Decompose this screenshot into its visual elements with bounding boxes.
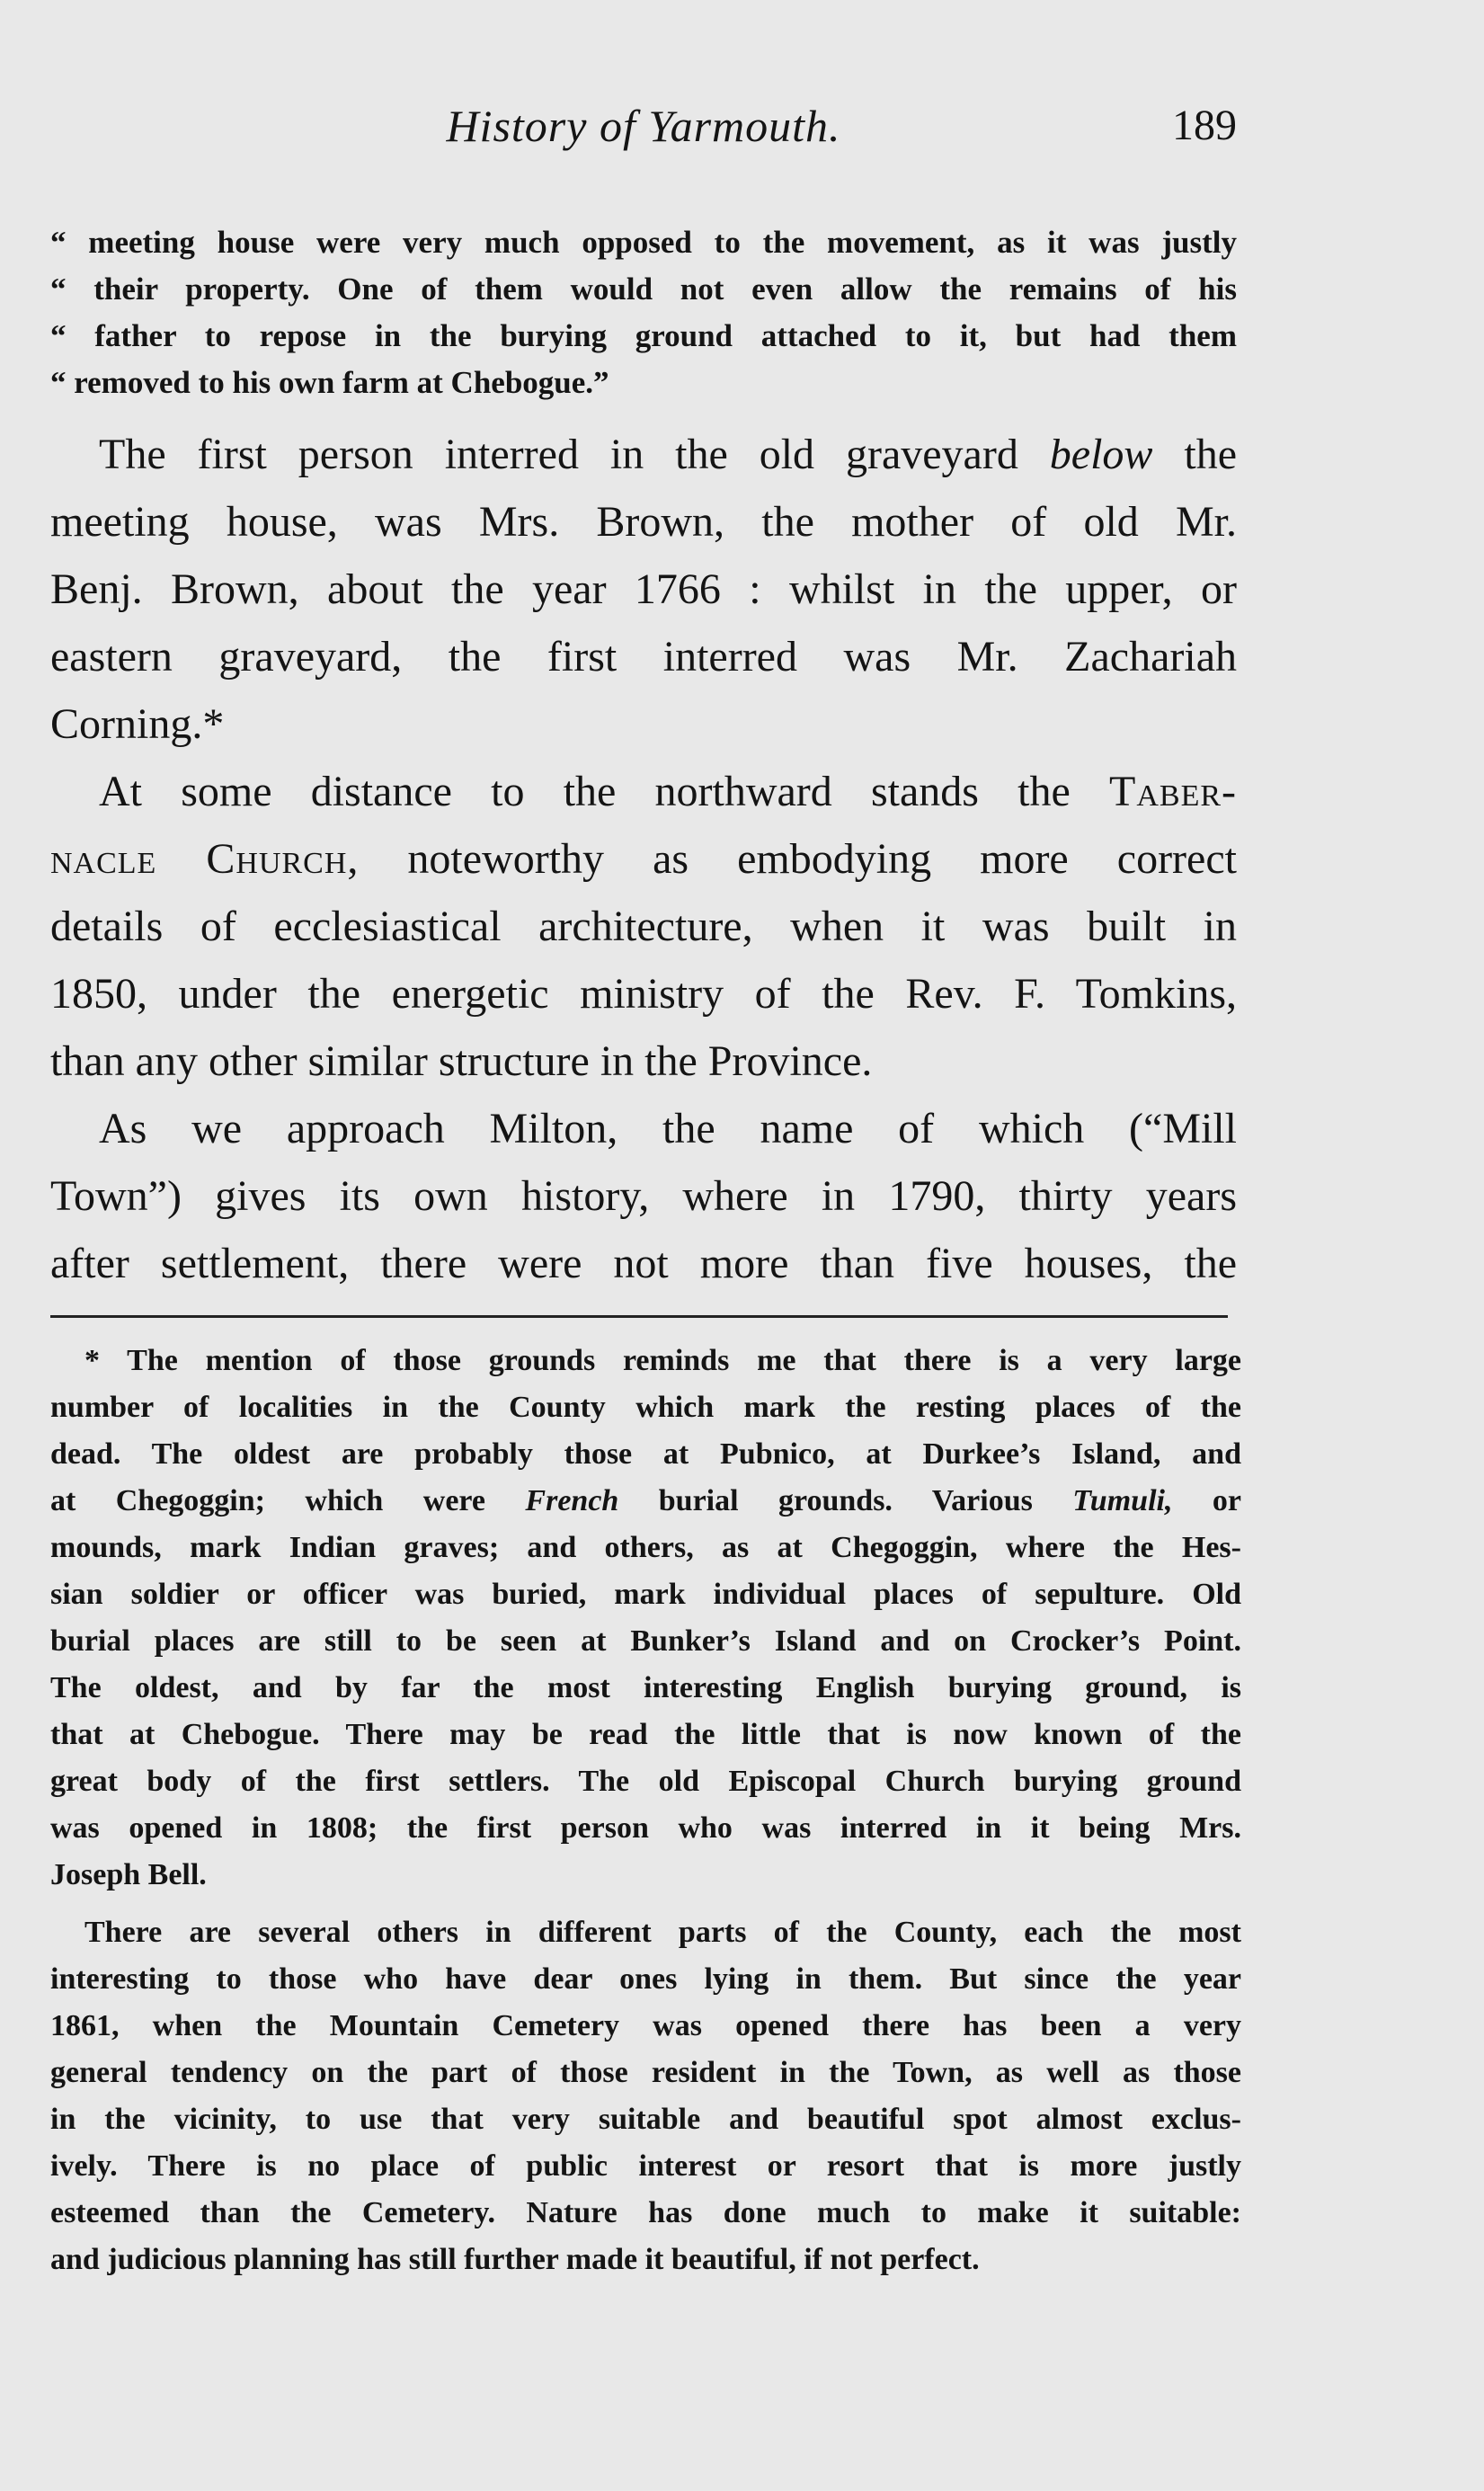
text-line: after settlement, there were not more than five houses, the (50, 1240, 1237, 1287)
emphasis: below (1049, 431, 1153, 478)
footnote-line: burial places are still to be seen at Bunker’s Island and on Crocker’s Point. (50, 1624, 1241, 1658)
footnote-gap (50, 1899, 1241, 1909)
footnote-line: Joseph Bell. (50, 1858, 207, 1891)
footnote-line: interesting to those who have dear ones lying in them. But since the year (50, 1962, 1241, 1996)
footnote-line: sian soldier or officer was buried, mark individual places of sepulture. Old (50, 1578, 1241, 1611)
footnote-line: mounds, mark Indian graves; and others, as at Chegoggin, where the Hes- (50, 1531, 1241, 1564)
footnote-line: * The mention of those grounds reminds me that there is a very large (84, 1344, 1241, 1377)
quote-line: “ removed to his own farm at Chebogue.” (50, 365, 609, 400)
emphasis: Tumuli, (1072, 1484, 1173, 1517)
page-number: 189 (1172, 102, 1237, 149)
small-caps-name: nacle Church, (50, 835, 360, 883)
footnote-line: at Chegoggin; which were French burial grounds. Various Tumuli, or (50, 1484, 1241, 1517)
footnote-line: number of localities in the County which mark the resting places of the (50, 1391, 1241, 1424)
footnote-line: that at Chebogue. There may be read the little that is now known of the (50, 1718, 1241, 1751)
footnote-line: in the vicinity, to use that very suitable and beautiful spot almost exclus- (50, 2103, 1241, 2136)
text-line: than any other similar structure in the Province. (50, 1037, 873, 1085)
text-line: details of ecclesiastical architecture, when it was built in (50, 903, 1237, 950)
text-line: meeting house, was Mrs. Brown, the mother of old Mr. (50, 498, 1237, 546)
body-text (50, 421, 1237, 1297)
text-line: As we approach Milton, the name of which (“Mill (99, 1105, 1237, 1152)
text-line: Town”) gives its own history, where in 1790, thirty years (50, 1172, 1237, 1220)
text-line: Corning.* (50, 700, 225, 748)
paragraph-milton (50, 1095, 1237, 1297)
page-header (50, 94, 1237, 157)
footnote-cemetery (50, 1909, 1241, 2283)
text-line: The first person interred in the old graveyard below the (99, 431, 1238, 478)
emphasis: French (525, 1484, 619, 1517)
footnote-line: and judicious planning has still further made it beautiful, if not perfect. (50, 2243, 980, 2276)
footnote-line: was opened in 1808; the first person who was interred in it being Mrs. (50, 1811, 1241, 1845)
footnotes (50, 1338, 1241, 2283)
footnote-burial-grounds (50, 1338, 1241, 1899)
footnote-line: general tendency on the part of those resident in the Town, as well as those (50, 2056, 1241, 2089)
text-line: Benj. Brown, about the year 1766 : whilst in the upper, or (50, 565, 1237, 613)
paragraph-first-interred (50, 421, 1237, 758)
footnote-line: The oldest, and by far the most interesting English burying ground, is (50, 1671, 1241, 1704)
footnote-line: There are several others in different parts of the County, each the most (84, 1916, 1241, 1949)
paragraph-tabernacle (50, 758, 1237, 1095)
footnote-line: ively. There is no place of public interest or resort that is more justly (50, 2149, 1241, 2183)
footnote-line: dead. The oldest are probably those at Pubnico, at Durkee’s Island, and (50, 1437, 1241, 1471)
quoted-passage (50, 219, 1237, 406)
running-title: History of Yarmouth. (446, 101, 841, 151)
text-line: At some distance to the northward stands the Taber- (99, 768, 1237, 815)
text-line: nacle Church, noteworthy as embodying more correct (50, 835, 1237, 883)
quote-line: “ father to repose in the burying ground attached to it, but had them (50, 318, 1237, 353)
text-line: eastern graveyard, the first interred was Mr. Zachariah (50, 633, 1237, 681)
footnote-line: 1861, when the Mountain Cemetery was opened there has been a very (50, 2009, 1241, 2042)
quote-line: “ their property. One of them would not even allow the remains of his (50, 271, 1237, 307)
quote-line: “ meeting house were very much opposed to the movement, as it was justly (50, 225, 1237, 260)
footnote-line: great body of the first settlers. The old Episcopal Church burying ground (50, 1765, 1241, 1798)
footnote-divider (50, 1315, 1228, 1318)
small-caps-name: Taber- (1109, 768, 1237, 815)
footnote-line: esteemed than the Cemetery. Nature has done much to make it suitable: (50, 2196, 1241, 2229)
text-line: 1850, under the energetic ministry of the Rev. F. Tomkins, (50, 970, 1237, 1018)
